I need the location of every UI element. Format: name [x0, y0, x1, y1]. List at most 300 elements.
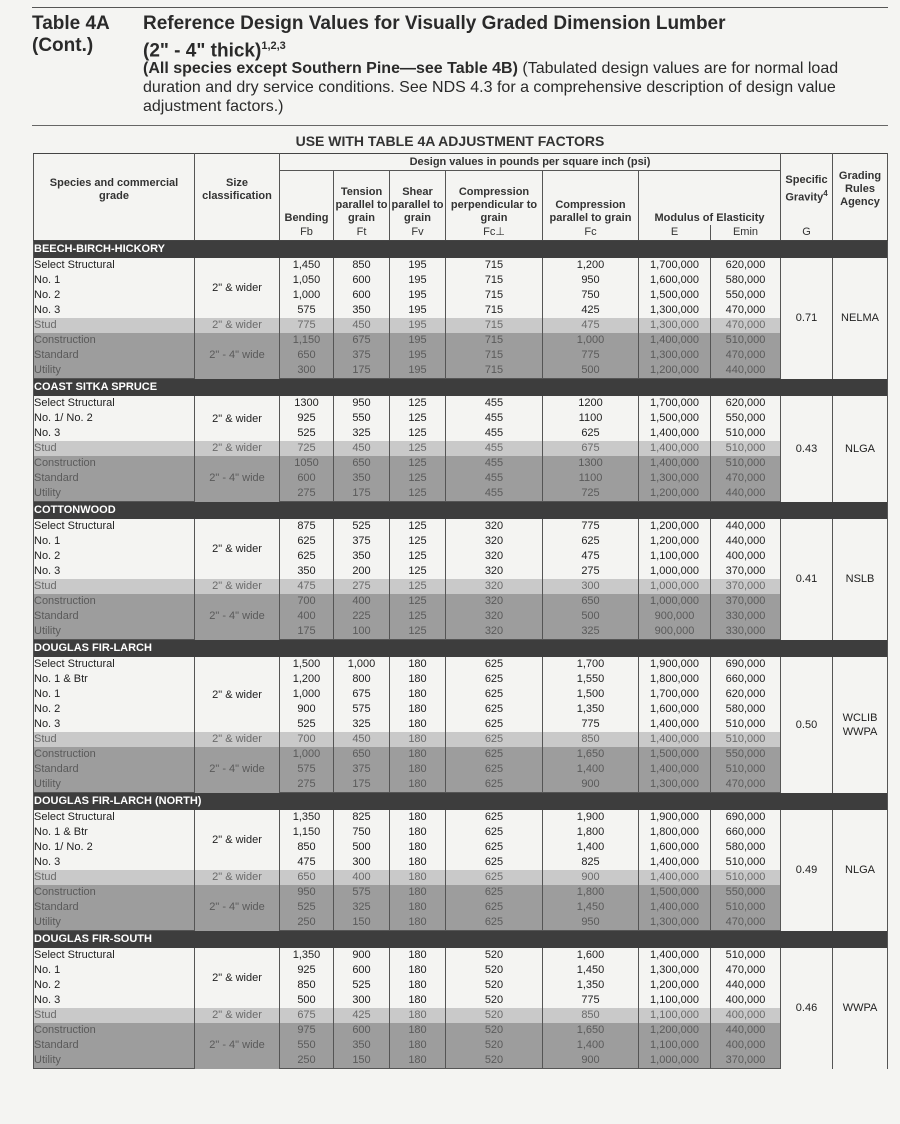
- value-cell-fv: 180: [390, 810, 446, 825]
- grade-cell: Select Structural: [34, 810, 195, 825]
- grade-cell: Construction: [34, 885, 195, 900]
- specific-gravity-cell: 0.49: [781, 810, 833, 931]
- value-cell-emin: 510,000: [711, 441, 781, 456]
- value-cell-ft: 650: [334, 456, 390, 471]
- col-specific-gravity: [781, 154, 833, 226]
- grade-cell: Standard: [34, 1038, 195, 1053]
- value-cell-ft: 350: [334, 471, 390, 486]
- value-cell-ft: 175: [334, 486, 390, 502]
- value-cell-e: 1,300,000: [639, 471, 711, 486]
- table-row: [34, 564, 888, 579]
- species-header-row: [34, 640, 888, 658]
- value-cell-fv: 125: [390, 594, 446, 609]
- value-cell-fcp: 625: [446, 810, 543, 825]
- value-cell-emin: 510,000: [711, 948, 781, 963]
- value-cell-fc: 500: [543, 609, 639, 624]
- grade-cell: Utility: [34, 777, 195, 793]
- value-cell-emin: 440,000: [711, 363, 781, 379]
- value-cell-fb: 975: [280, 1023, 334, 1038]
- grade-cell: No. 2: [34, 288, 195, 303]
- value-cell-ft: 675: [334, 333, 390, 348]
- grade-cell: Standard: [34, 762, 195, 777]
- table-row: [34, 963, 888, 978]
- value-cell-ft: 750: [334, 825, 390, 840]
- value-cell-fv: 125: [390, 609, 446, 624]
- value-cell-fv: 180: [390, 1008, 446, 1023]
- design-values-table: [33, 153, 888, 1069]
- agency-name: WCLIB: [842, 711, 878, 724]
- value-cell-fv: 180: [390, 762, 446, 777]
- value-cell-ft: 400: [334, 594, 390, 609]
- specific-gravity-cell: 0.41: [781, 519, 833, 640]
- value-cell-fv: 125: [390, 471, 446, 486]
- agency-cell: [833, 396, 888, 502]
- value-cell-emin: 660,000: [711, 672, 781, 687]
- value-cell-e: 1,800,000: [639, 672, 711, 687]
- table-row: [34, 672, 888, 687]
- sym-e: E: [639, 225, 711, 241]
- grade-cell: No. 3: [34, 564, 195, 579]
- value-cell-fcp: 715: [446, 363, 543, 379]
- value-cell-fc: 950: [543, 915, 639, 931]
- species-name: DOUGLAS FIR-LARCH: [34, 640, 888, 658]
- grade-cell: Standard: [34, 348, 195, 363]
- species-header-row: [34, 793, 888, 811]
- table-row: [34, 810, 888, 825]
- value-cell-fb: 575: [280, 303, 334, 318]
- col-species: Species and commercial grade: [34, 154, 195, 226]
- value-cell-e: 1,400,000: [639, 900, 711, 915]
- table-row: [34, 1008, 888, 1023]
- value-cell-fb: 600: [280, 471, 334, 486]
- value-cell-emin: 440,000: [711, 519, 781, 534]
- value-cell-ft: 275: [334, 579, 390, 594]
- grade-cell: No. 1: [34, 273, 195, 288]
- value-cell-ft: 150: [334, 1053, 390, 1069]
- value-cell-emin: 510,000: [711, 456, 781, 471]
- value-cell-e: 1,200,000: [639, 978, 711, 993]
- table-row: [34, 396, 888, 411]
- value-cell-emin: 580,000: [711, 702, 781, 717]
- value-cell-emin: 470,000: [711, 963, 781, 978]
- value-cell-e: 1,400,000: [639, 456, 711, 471]
- value-cell-e: 1,700,000: [639, 396, 711, 411]
- value-cell-fb: 700: [280, 732, 334, 747]
- value-cell-ft: 350: [334, 303, 390, 318]
- value-cell-emin: 510,000: [711, 900, 781, 915]
- value-cell-ft: 325: [334, 717, 390, 732]
- value-cell-fb: 950: [280, 885, 334, 900]
- value-cell-fv: 125: [390, 519, 446, 534]
- value-cell-e: 1,500,000: [639, 885, 711, 900]
- value-cell-ft: 600: [334, 273, 390, 288]
- grade-cell: No. 2: [34, 702, 195, 717]
- value-cell-e: 1,200,000: [639, 534, 711, 549]
- value-cell-ft: 850: [334, 258, 390, 273]
- value-cell-fc: 1,400: [543, 1038, 639, 1053]
- size-class-cell: 2" - 4" wide: [195, 1023, 280, 1069]
- value-cell-ft: 300: [334, 993, 390, 1008]
- value-cell-fv: 125: [390, 579, 446, 594]
- value-cell-fv: 180: [390, 885, 446, 900]
- table-row: [34, 870, 888, 885]
- value-cell-fc: 1100: [543, 411, 639, 426]
- value-cell-ft: 450: [334, 318, 390, 333]
- value-cell-fc: 775: [543, 348, 639, 363]
- value-cell-fcp: 625: [446, 825, 543, 840]
- value-cell-fb: 1,000: [280, 288, 334, 303]
- table-row: [34, 288, 888, 303]
- species-header-row: [34, 502, 888, 520]
- table-row: [34, 657, 888, 672]
- table-row: [34, 258, 888, 273]
- value-cell-fv: 195: [390, 273, 446, 288]
- value-cell-fc: 1,000: [543, 333, 639, 348]
- species-header-row: [34, 379, 888, 397]
- table-row: [34, 273, 888, 288]
- grade-cell: No. 1 & Btr: [34, 672, 195, 687]
- value-cell-fcp: 625: [446, 702, 543, 717]
- value-cell-fv: 195: [390, 348, 446, 363]
- value-cell-fc: 1,400: [543, 762, 639, 777]
- value-cell-fb: 175: [280, 624, 334, 640]
- value-cell-e: 1,300,000: [639, 348, 711, 363]
- value-cell-fb: 1,150: [280, 825, 334, 840]
- col-agency: Grading Rules Agency: [833, 154, 888, 226]
- subtitle: [143, 59, 883, 116]
- value-cell-fcp: 320: [446, 534, 543, 549]
- value-cell-e: 1,400,000: [639, 333, 711, 348]
- value-cell-fv: 125: [390, 456, 446, 471]
- size-class-cell: 2" & wider: [195, 870, 280, 885]
- table-row: [34, 426, 888, 441]
- value-cell-fc: 425: [543, 303, 639, 318]
- value-cell-ft: 825: [334, 810, 390, 825]
- agency-cell: [833, 948, 888, 1069]
- value-cell-fcp: 625: [446, 732, 543, 747]
- value-cell-e: 1,800,000: [639, 825, 711, 840]
- grade-cell: Utility: [34, 486, 195, 502]
- use-with-heading: USE WITH TABLE 4A ADJUSTMENT FACTORS: [295, 133, 605, 149]
- size-class-cell: 2" - 4" wide: [195, 747, 280, 793]
- sym-g: G: [781, 225, 833, 241]
- value-cell-fb: 850: [280, 840, 334, 855]
- table-row: [34, 840, 888, 855]
- value-cell-ft: 525: [334, 519, 390, 534]
- value-cell-ft: 325: [334, 426, 390, 441]
- value-cell-fv: 195: [390, 303, 446, 318]
- table-row: [34, 441, 888, 456]
- sym-fcp: Fc⊥: [446, 225, 543, 241]
- size-class-cell: 2" - 4" wide: [195, 456, 280, 502]
- value-cell-emin: 510,000: [711, 762, 781, 777]
- value-cell-fv: 180: [390, 1053, 446, 1069]
- value-cell-fv: 180: [390, 732, 446, 747]
- value-cell-fcp: 715: [446, 348, 543, 363]
- value-cell-fb: 550: [280, 1038, 334, 1053]
- value-cell-e: 1,700,000: [639, 687, 711, 702]
- value-cell-emin: 440,000: [711, 1023, 781, 1038]
- table-cont: (Cont.): [32, 35, 94, 56]
- table-row: [34, 411, 888, 426]
- table-row: [34, 333, 888, 348]
- value-cell-emin: 550,000: [711, 411, 781, 426]
- value-cell-e: 1,300,000: [639, 915, 711, 931]
- agency-cell: [833, 810, 888, 931]
- table-row: [34, 900, 888, 915]
- value-cell-fv: 180: [390, 657, 446, 672]
- size-class-cell: 2" & wider: [195, 732, 280, 747]
- grade-cell: No. 3: [34, 717, 195, 732]
- table-row: [34, 348, 888, 363]
- value-cell-fb: 650: [280, 870, 334, 885]
- value-cell-fcp: 520: [446, 1008, 543, 1023]
- value-cell-ft: 375: [334, 534, 390, 549]
- value-cell-fv: 180: [390, 948, 446, 963]
- value-cell-e: 1,200,000: [639, 363, 711, 379]
- value-cell-emin: 620,000: [711, 687, 781, 702]
- value-cell-ft: 900: [334, 948, 390, 963]
- sym-fb: Fb: [280, 225, 334, 241]
- specific-gravity-cell: 0.43: [781, 396, 833, 502]
- value-cell-fcp: 625: [446, 900, 543, 915]
- specific-gravity-cell: 0.50: [781, 657, 833, 793]
- value-cell-fc: 1,800: [543, 885, 639, 900]
- value-cell-e: 1,400,000: [639, 717, 711, 732]
- value-cell-emin: 510,000: [711, 732, 781, 747]
- subtitle-note: (Tabulated design values are for normal load duration and dry service conditions. See NDS 4.3 for a comprehensive description of design value adjustment factors.): [143, 60, 839, 115]
- value-cell-fc: 300: [543, 579, 639, 594]
- value-cell-e: 1,000,000: [639, 1053, 711, 1069]
- value-cell-fv: 195: [390, 363, 446, 379]
- value-cell-fv: 180: [390, 672, 446, 687]
- value-cell-e: 1,400,000: [639, 762, 711, 777]
- value-cell-fc: 500: [543, 363, 639, 379]
- value-cell-fcp: 520: [446, 993, 543, 1008]
- specific-gravity-cell: 0.46: [781, 948, 833, 1069]
- value-cell-fc: 475: [543, 549, 639, 564]
- value-cell-fcp: 455: [446, 411, 543, 426]
- value-cell-e: 1,700,000: [639, 258, 711, 273]
- value-cell-fc: 725: [543, 486, 639, 502]
- value-cell-ft: 575: [334, 702, 390, 717]
- value-cell-fc: 900: [543, 777, 639, 793]
- value-cell-fcp: 320: [446, 624, 543, 640]
- value-cell-fc: 900: [543, 870, 639, 885]
- value-cell-fb: 850: [280, 978, 334, 993]
- table-row: [34, 855, 888, 870]
- sg-footnote: 4: [823, 189, 828, 199]
- value-cell-ft: 550: [334, 411, 390, 426]
- value-cell-emin: 510,000: [711, 426, 781, 441]
- grade-cell: No. 3: [34, 426, 195, 441]
- value-cell-fv: 180: [390, 993, 446, 1008]
- value-cell-fv: 180: [390, 855, 446, 870]
- col-size: Size classification: [195, 154, 280, 226]
- value-cell-fc: 1100: [543, 471, 639, 486]
- value-cell-ft: 1,000: [334, 657, 390, 672]
- species-name: DOUGLAS FIR-SOUTH: [34, 931, 888, 949]
- value-cell-emin: 660,000: [711, 825, 781, 840]
- value-cell-e: 1,500,000: [639, 747, 711, 762]
- species-name: COTTONWOOD: [34, 502, 888, 520]
- value-cell-fcp: 320: [446, 519, 543, 534]
- value-cell-fc: 1,200: [543, 258, 639, 273]
- table-row: [34, 777, 888, 793]
- value-cell-fcp: 625: [446, 777, 543, 793]
- grade-cell: Stud: [34, 579, 195, 594]
- grade-cell: No. 1/ No. 2: [34, 840, 195, 855]
- value-cell-fv: 125: [390, 624, 446, 640]
- value-cell-ft: 500: [334, 840, 390, 855]
- value-cell-fv: 195: [390, 258, 446, 273]
- value-cell-ft: 325: [334, 900, 390, 915]
- value-cell-ft: 400: [334, 870, 390, 885]
- grade-cell: Utility: [34, 363, 195, 379]
- value-cell-fb: 1,350: [280, 948, 334, 963]
- value-cell-ft: 375: [334, 762, 390, 777]
- grade-cell: Select Structural: [34, 948, 195, 963]
- value-cell-e: 1,000,000: [639, 564, 711, 579]
- value-cell-emin: 370,000: [711, 564, 781, 579]
- value-cell-fv: 125: [390, 564, 446, 579]
- header-row-symbols: [34, 225, 888, 241]
- value-cell-fcp: 625: [446, 885, 543, 900]
- agency-name: NLGA: [845, 864, 875, 877]
- value-cell-fb: 1,000: [280, 687, 334, 702]
- species-header-row: [34, 931, 888, 949]
- size-class-cell: 2" - 4" wide: [195, 333, 280, 379]
- species-header-row: [34, 241, 888, 259]
- value-cell-fb: 725: [280, 441, 334, 456]
- specific-gravity-cell: 0.71: [781, 258, 833, 379]
- value-cell-fcp: 320: [446, 609, 543, 624]
- value-cell-fv: 125: [390, 441, 446, 456]
- value-cell-fb: 250: [280, 915, 334, 931]
- value-cell-emin: 440,000: [711, 978, 781, 993]
- grade-cell: Select Structural: [34, 657, 195, 672]
- value-cell-fc: 1,900: [543, 810, 639, 825]
- value-cell-fcp: 320: [446, 594, 543, 609]
- grade-cell: No. 3: [34, 303, 195, 318]
- value-cell-fb: 525: [280, 426, 334, 441]
- value-cell-fc: 1,550: [543, 672, 639, 687]
- value-cell-fc: 900: [543, 1053, 639, 1069]
- value-cell-fcp: 455: [446, 426, 543, 441]
- table-row: [34, 702, 888, 717]
- value-cell-e: 1,400,000: [639, 426, 711, 441]
- value-cell-fcp: 455: [446, 441, 543, 456]
- value-cell-emin: 400,000: [711, 1038, 781, 1053]
- value-cell-fb: 1050: [280, 456, 334, 471]
- value-cell-emin: 550,000: [711, 885, 781, 900]
- table-row: [34, 303, 888, 318]
- grade-cell: No. 1: [34, 534, 195, 549]
- value-cell-fb: 525: [280, 900, 334, 915]
- grade-cell: Construction: [34, 747, 195, 762]
- value-cell-fcp: 625: [446, 915, 543, 931]
- value-cell-emin: 470,000: [711, 471, 781, 486]
- grade-cell: Utility: [34, 915, 195, 931]
- value-cell-fb: 475: [280, 579, 334, 594]
- table-row: [34, 1023, 888, 1038]
- sg-label: Specific Gravity: [785, 174, 828, 204]
- value-cell-fcp: 625: [446, 657, 543, 672]
- value-cell-fv: 180: [390, 870, 446, 885]
- value-cell-fb: 650: [280, 348, 334, 363]
- value-cell-ft: 950: [334, 396, 390, 411]
- grade-cell: Construction: [34, 456, 195, 471]
- grade-cell: Select Structural: [34, 519, 195, 534]
- value-cell-e: 1,100,000: [639, 1038, 711, 1053]
- value-cell-ft: 450: [334, 441, 390, 456]
- table-row: [34, 363, 888, 379]
- value-cell-emin: 400,000: [711, 549, 781, 564]
- value-cell-fcp: 625: [446, 672, 543, 687]
- table-row: [34, 762, 888, 777]
- page-title: [143, 13, 726, 62]
- value-cell-fcp: 520: [446, 948, 543, 963]
- value-cell-fv: 125: [390, 426, 446, 441]
- value-cell-e: 1,200,000: [639, 486, 711, 502]
- value-cell-fc: 1200: [543, 396, 639, 411]
- value-cell-fc: 850: [543, 1008, 639, 1023]
- value-cell-fb: 1,350: [280, 810, 334, 825]
- grade-cell: No. 1: [34, 963, 195, 978]
- sym-blank-2: [195, 225, 280, 241]
- value-cell-fv: 180: [390, 1023, 446, 1038]
- value-cell-fc: 325: [543, 624, 639, 640]
- grade-cell: Stud: [34, 870, 195, 885]
- value-cell-fc: 950: [543, 273, 639, 288]
- value-cell-emin: 440,000: [711, 486, 781, 502]
- grade-cell: No. 1: [34, 687, 195, 702]
- grade-cell: Standard: [34, 900, 195, 915]
- value-cell-fv: 195: [390, 318, 446, 333]
- value-cell-fc: 475: [543, 318, 639, 333]
- size-class-cell: 2" & wider: [195, 579, 280, 594]
- grade-cell: Construction: [34, 594, 195, 609]
- col-shear: Shear parallel to grain: [390, 171, 446, 226]
- size-class-cell: 2" - 4" wide: [195, 885, 280, 931]
- grade-cell: Stud: [34, 318, 195, 333]
- value-cell-fcp: 625: [446, 747, 543, 762]
- table-row: [34, 594, 888, 609]
- col-moe: Modulus of Elasticity: [639, 171, 781, 226]
- value-cell-e: 1,500,000: [639, 411, 711, 426]
- top-rule: [32, 7, 888, 8]
- grade-cell: No. 3: [34, 993, 195, 1008]
- grade-cell: Stud: [34, 1008, 195, 1023]
- value-cell-fb: 275: [280, 486, 334, 502]
- value-cell-e: 1,400,000: [639, 855, 711, 870]
- value-cell-e: 1,500,000: [639, 288, 711, 303]
- value-cell-fb: 1,150: [280, 333, 334, 348]
- value-cell-ft: 600: [334, 963, 390, 978]
- value-cell-emin: 400,000: [711, 993, 781, 1008]
- grade-cell: Utility: [34, 1053, 195, 1069]
- grade-cell: Construction: [34, 1023, 195, 1038]
- value-cell-fc: 775: [543, 993, 639, 1008]
- value-cell-fcp: 625: [446, 840, 543, 855]
- subtitle-bold: (All species except Southern Pine—see Table 4B): [143, 60, 518, 77]
- sym-blank-1: [34, 225, 195, 241]
- value-cell-emin: 370,000: [711, 579, 781, 594]
- value-cell-fv: 180: [390, 717, 446, 732]
- value-cell-fc: 750: [543, 288, 639, 303]
- value-cell-e: 1,400,000: [639, 870, 711, 885]
- size-class-cell: 2" - 4" wide: [195, 594, 280, 640]
